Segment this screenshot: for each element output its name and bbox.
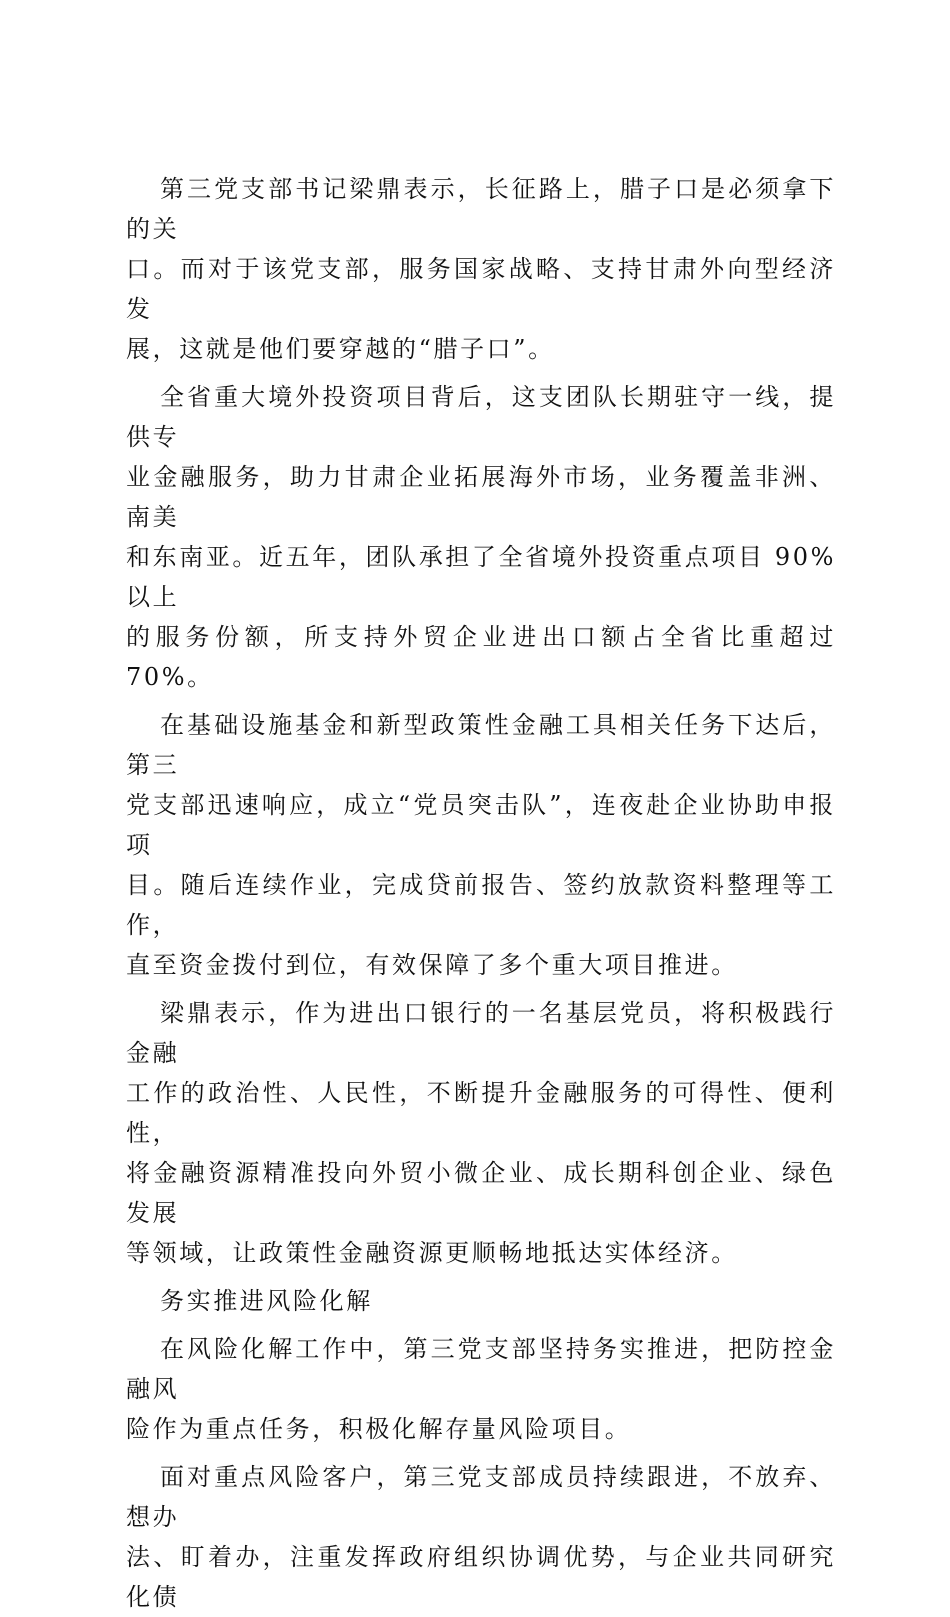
paragraph-5 (126, 1329, 836, 1449)
paragraph-5-line-1: 在风险化解工作中，第三党支部坚持务实推进，把防控金融风 (126, 1335, 836, 1403)
paragraph-6-line-1: 面对重点风险客户，第三党支部成员持续跟进，不放弃、想办 (126, 1463, 836, 1531)
paragraph-4-line-2: 工作的政治性、人民性，不断提升金融服务的可得性、便利性， (126, 1079, 836, 1147)
paragraph-2 (126, 377, 847, 697)
paragraph-3 (126, 705, 836, 985)
paragraph-1-line-2: 口。而对于该党支部，服务国家战略、支持甘肃外向型经济发 (126, 255, 836, 323)
section-subheading (126, 1281, 836, 1321)
paragraph-6-line-2: 法、盯着办，注重发挥政府组织协调优势，与企业共同研究化债 (126, 1543, 836, 1611)
paragraph-3-line-3: 目。随后连续作业，完成贷前报告、签约放款资料整理等工作， (126, 871, 836, 939)
paragraph-1-line-1: 第三党支部书记梁鼎表示，长征路上，腊子口是必须拿下的关 (126, 175, 836, 243)
paragraph-1-line-3: 展，这就是他们要穿越的“腊子口”。 (126, 335, 555, 363)
paragraph-1 (126, 169, 836, 369)
paragraph-3-line-1: 在基础设施基金和新型政策性金融工具相关任务下达后，第三 (126, 711, 836, 779)
paragraph-4-line-3: 将金融资源精准投向外贸小微企业、成长期科创企业、绿色发展 (126, 1159, 836, 1227)
paragraph-6 (126, 1457, 836, 1617)
paragraph-3-line-4: 直至资金拨付到位，有效保障了多个重大项目推进。 (126, 951, 738, 979)
paragraph-2-line-2: 业金融服务，助力甘肃企业拓展海外市场，业务覆盖非洲、南美 (126, 463, 836, 531)
paragraph-4 (126, 993, 836, 1273)
paragraph-2-line-4: 的服务份额，所支持外贸企业进出口额占全省比重超过 70%。 (126, 623, 847, 691)
paragraph-4-line-1: 梁鼎表示，作为进出口银行的一名基层党员，将积极践行金融 (126, 999, 836, 1067)
paragraph-2-line-3: 和东南亚。近五年，团队承担了全省境外投资重点项目 90%以上 (126, 543, 836, 611)
document-body (126, 169, 847, 1617)
subheading-text: 务实推进风险化解 (160, 1287, 373, 1315)
paragraph-5-line-2: 险作为重点任务，积极化解存量风险项目。 (126, 1415, 632, 1443)
paragraph-2-line-1: 全省重大境外投资项目背后，这支团队长期驻守一线，提供专 (126, 383, 836, 451)
paragraph-4-line-4: 等领域，让政策性金融资源更顺畅地抵达实体经济。 (126, 1239, 738, 1267)
paragraph-3-line-2: 党支部迅速响应，成立“党员突击队”，连夜赴企业协助申报项 (126, 791, 836, 859)
